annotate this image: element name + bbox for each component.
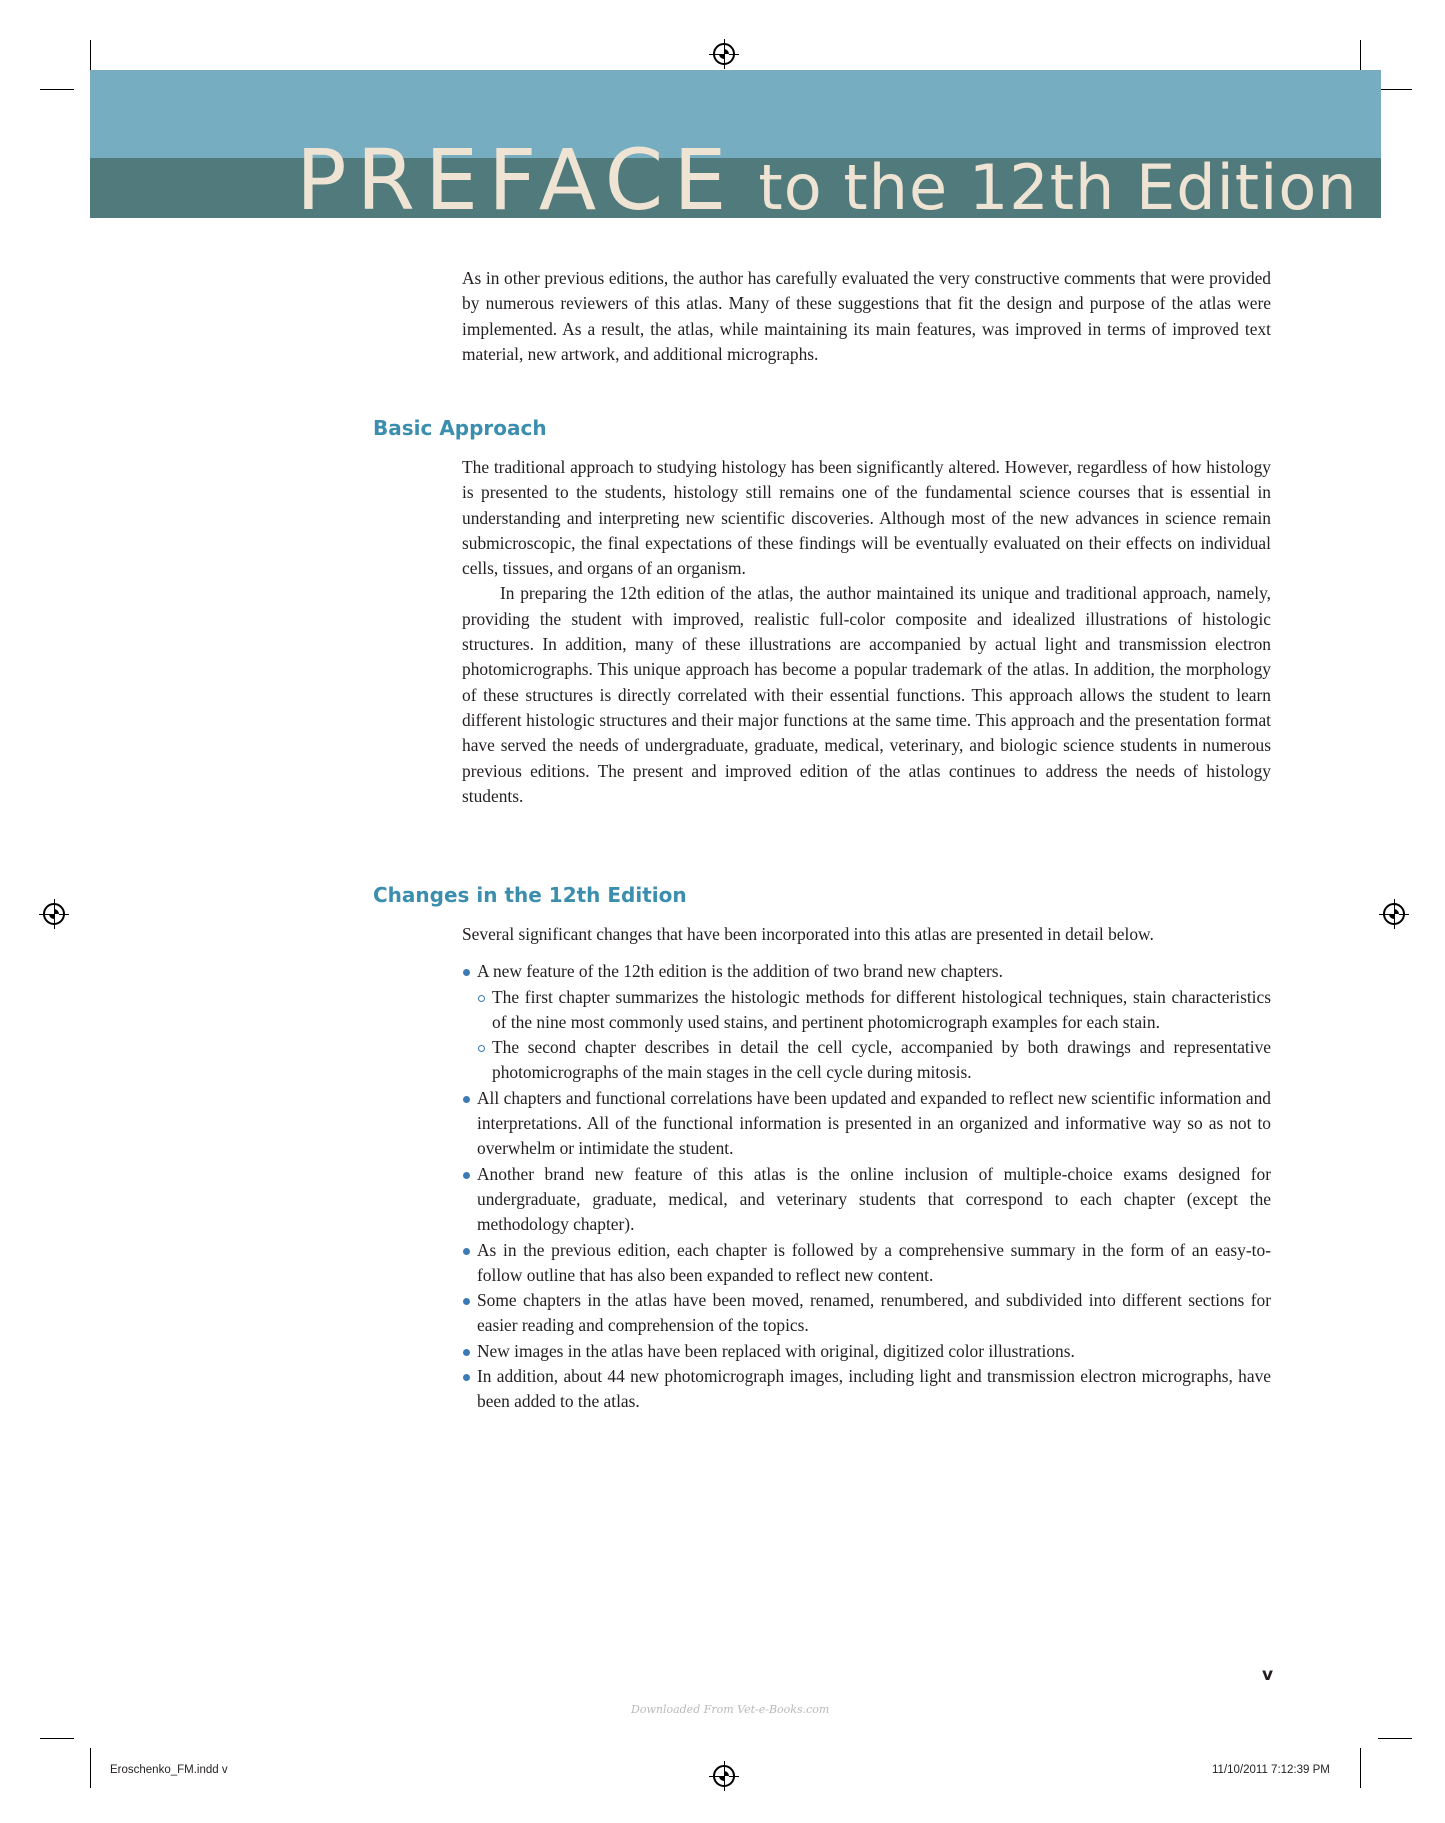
crop-mark — [1360, 1748, 1361, 1788]
section-heading-basic-approach: Basic Approach — [373, 416, 547, 440]
changes-body — [462, 922, 1271, 1415]
crop-mark — [1378, 1738, 1412, 1739]
registration-mark-icon — [713, 43, 735, 65]
intro-paragraph: As in other previous editions, the author has carefully evaluated the very constructive comments that were provided by numerous reviewers of this atlas. Many of these suggestions that fit the design and purpose of the atlas were implemented. As a result, the atlas, while maintaining its main features, was improved in terms of improved text material, new artwork, and additional micrographs. — [462, 268, 1271, 364]
crop-mark — [90, 1748, 91, 1788]
list-item: Another brand new feature of this atlas is the online inclusion of multiple-choice exams designed for undergraduate, graduate, medical, and veterinary students that correspond to each chapter (except the methodology chapter). — [462, 1162, 1271, 1238]
list-item: Some chapters in the atlas have been moved, renamed, renumbered, and subdivided into different sections for easier reading and comprehension of the topics. — [462, 1288, 1271, 1339]
intro-block — [462, 266, 1271, 367]
section-heading-changes: Changes in the 12th Edition — [373, 883, 687, 907]
title-sub: to the 12th Edition — [758, 151, 1358, 224]
title-main: PREFACE — [296, 131, 737, 229]
crop-mark — [40, 1738, 74, 1739]
changes-intro-paragraph: Several significant changes that have been incorporated into this atlas are presented in detail below. — [462, 924, 1154, 944]
slug-filename: Eroschenko_FM.indd v — [110, 1764, 228, 1776]
page-title — [296, 131, 1358, 229]
watermark: Downloaded From Vet-e-Books.com — [631, 1703, 830, 1716]
sub-list-item: The first chapter summarizes the histologic methods for different histological techniques, stain characteristics of the nine most commonly used stains, and pertinent photomicrograph examples for each stain. — [477, 985, 1271, 1036]
changes-sublist — [477, 985, 1271, 1086]
list-item: All chapters and functional correlations have been updated and expanded to reflect new scientific information and interpretations. All of the functional information is presented in an organized and informative way so as not to overwhelm or intimidate the student. — [462, 1086, 1271, 1162]
sub-list-item: The second chapter describes in detail the cell cycle, accompanied by both drawings and representative photomicrographs of the main stages in the cell cycle during mitosis. — [477, 1035, 1271, 1086]
basic-paragraph-1: The traditional approach to studying histology has been significantly altered. However, regardless of how histology is presented to the students, histology still remains one of the fundamental science courses that is essential in understanding and interpreting new scientific discoveries. Although most of the new advances in science remain submicroscopic, the final expectations of these findings will be eventually evaluated on their effects on individual cells, tissues, and organs of an organism. — [462, 457, 1271, 579]
changes-list — [462, 959, 1271, 1414]
page-number: v — [1262, 1665, 1274, 1685]
basic-approach-body — [462, 455, 1271, 809]
list-item-text: A new feature of the 12th edition is the addition of two brand new chapters. — [477, 961, 1003, 982]
list-item: As in the previous edition, each chapter is followed by a comprehensive summary in the form of an easy-to-follow outline that has also been expanded to reflect new content. — [462, 1238, 1271, 1289]
crop-mark — [40, 89, 74, 90]
list-item: New images in the atlas have been replaced with original, digitized color illustrations. — [462, 1339, 1271, 1364]
registration-mark-icon — [1383, 903, 1405, 925]
basic-paragraph-2: In preparing the 12th edition of the atlas, the author maintained its unique and traditional approach, namely, providing the student with improved, realistic full-color composite and idealized illustrations of histologic structures. In addition, many of these illustrations are accompanied by actual light and transmission electron photomicrographs. This unique approach has become a popular trademark of the atlas. In addition, the morphology of these structures is directly correlated with their essential functions. This approach allows the student to learn different histologic structures and their major functions at the same time. This approach and the presentation format have served the needs of undergraduate, graduate, medical, veterinary, and biologic science students in numerous previous editions. The present and improved edition of the atlas continues to address the needs of histology students. — [462, 583, 1271, 806]
list-item: In addition, about 44 new photomicrograph images, including light and transmission electron micrographs, have been added to the atlas. — [462, 1364, 1271, 1415]
crop-mark — [1378, 89, 1412, 90]
list-item — [462, 959, 1271, 1085]
slug-timestamp: 11/10/2011 7:12:39 PM — [1212, 1764, 1330, 1776]
registration-mark-icon — [43, 903, 65, 925]
registration-mark-icon — [713, 1765, 735, 1787]
